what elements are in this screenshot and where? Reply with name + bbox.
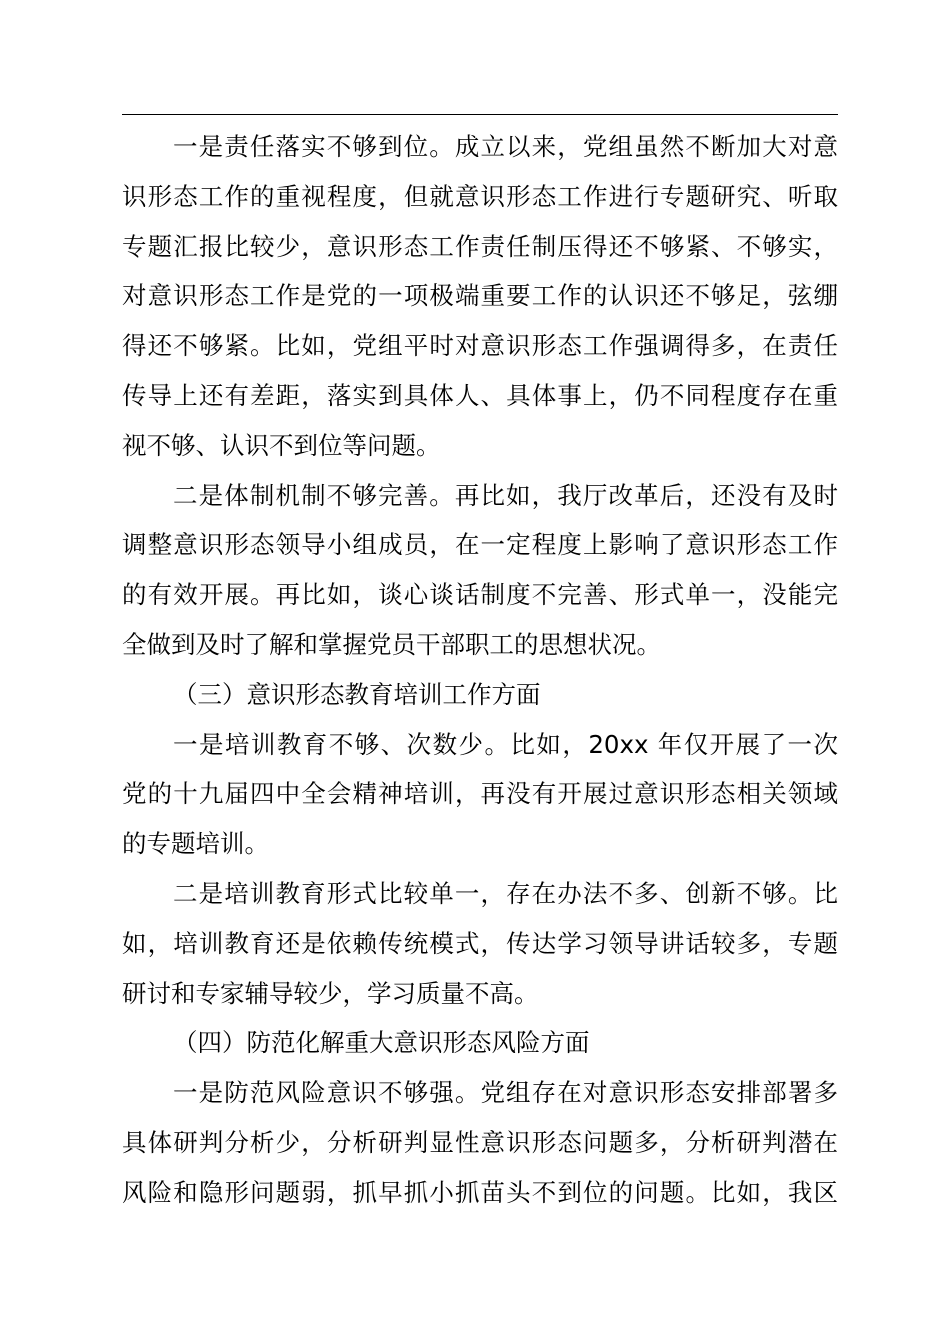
text-line: 一是防范风险意识不够强。党组存在对意识形态安排部署多	[173, 1078, 838, 1108]
text-line: 风险和隐形问题弱，抓早抓小抓苗头不到位的问题。比如，我区	[122, 1177, 838, 1207]
text-line: 如，培训教育还是依赖传统模式，传达学习领导讲话较多，专题	[122, 928, 838, 958]
header-rule	[122, 114, 838, 115]
text-line: （三）意识形态教育培训工作方面	[173, 679, 541, 709]
text-line: 具体研判分析少，分析研判显性意识形态问题多，分析研判潜在	[122, 1127, 838, 1157]
text-line: 全做到及时了解和掌握党员干部职工的思想状况。	[122, 629, 661, 659]
document-body	[122, 122, 838, 1218]
text-line: 二是体制机制不够完善。再比如，我厅改革后，还没有及时	[173, 480, 838, 510]
text-line: 的有效开展。再比如，谈心谈话制度不完善、形式单一，没能完	[122, 580, 838, 610]
text-line: 调整意识形态领导小组成员，在一定程度上影响了意识形态工作	[122, 530, 838, 560]
text-line: 视不够、认识不到位等问题。	[122, 430, 441, 460]
text-line: 研讨和专家辅导较少，学习质量不高。	[122, 978, 539, 1008]
text-line: 党的十九届四中全会精神培训，再没有开展过意识形态相关领域	[122, 779, 838, 809]
text-line: 一是培训教育不够、次数少。比如，20xx 年仅开展了一次	[173, 729, 838, 759]
text-line: 传导上还有差距，落实到具体人、具体事上，仍不同程度存在重	[122, 380, 838, 410]
text-line: 专题汇报比较少，意识形态工作责任制压得还不够紧、不够实，	[122, 231, 838, 261]
text-line: （四）防范化解重大意识形态风险方面	[173, 1028, 590, 1058]
text-line: 得还不够紧。比如，党组平时对意识形态工作强调得多，在责任	[122, 331, 838, 361]
text-line: 二是培训教育形式比较单一，存在办法不多、创新不够。比	[173, 878, 838, 908]
text-line: 识形态工作的重视程度，但就意识形态工作进行专题研究、听取	[122, 181, 838, 211]
text-line: 一是责任落实不够到位。成立以来，党组虽然不断加大对意	[173, 132, 838, 161]
text-line: 的专题培训。	[122, 829, 269, 859]
text-line: 对意识形态工作是党的一项极端重要工作的认识还不够足，弦绷	[122, 281, 838, 311]
